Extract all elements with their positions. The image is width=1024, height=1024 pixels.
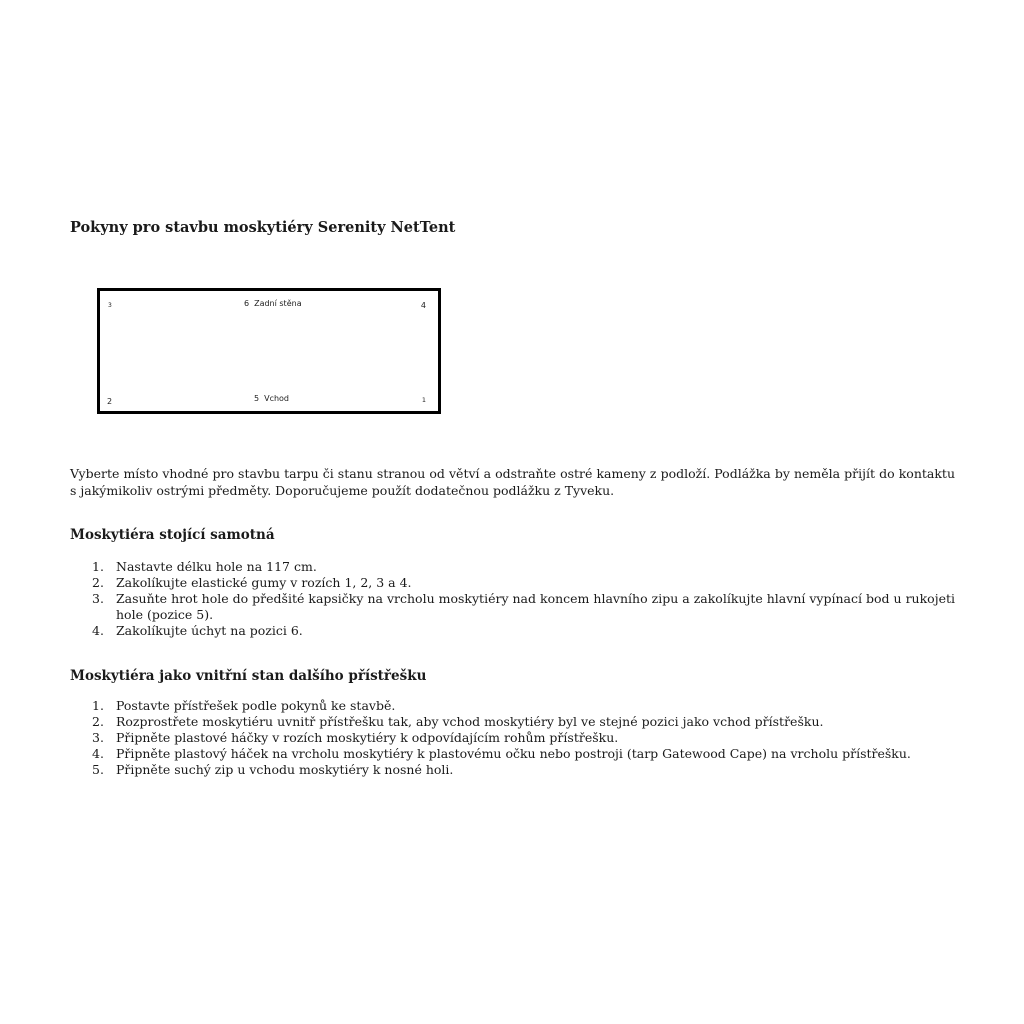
list-item-number: 2.: [92, 714, 104, 729]
inner-tent-steps-list: [70, 698, 955, 778]
standalone-steps-list: [70, 559, 955, 639]
list-item-number: 2.: [92, 575, 104, 590]
list-item-text: Připněte suchý zip u vchodu moskytiéry k nosné holi.: [116, 762, 454, 777]
list-item: [70, 746, 955, 762]
back-wall-text: Zadní stěna: [254, 299, 302, 308]
list-item-text: Zasuňte hrot hole do předšité kapsičky na vrcholu moskytiéry nad koncem hlavního zipu a zakolíkujte hlavní vypínací bod u rukojeti hole (pozice 5).: [116, 591, 955, 622]
corner-2-label: 2: [107, 397, 113, 406]
list-item: [70, 762, 955, 778]
section-heading-inner-tent: Moskytiéra jako vnitřní stan dalšího přístřešku: [70, 668, 427, 684]
entrance-label: [254, 394, 289, 403]
section-heading-standalone: Moskytiéra stojící samotná: [70, 527, 275, 543]
list-item-number: 1.: [92, 698, 104, 713]
list-item-number: 4.: [92, 623, 104, 638]
list-item-text: Rozprostřete moskytiéru uvnitř přístřešku tak, aby vchod moskytiéry byl ve stejné pozici jako vchod přístřešku.: [116, 714, 824, 729]
list-item-text: Připněte plastové háčky v rozích moskytiéry k odpovídajícím rohům přístřešku.: [116, 730, 619, 745]
corner-3-label: 3: [108, 302, 112, 309]
back-wall-label: [244, 299, 302, 308]
entrance-text: Vchod: [264, 394, 290, 403]
list-item: [70, 730, 955, 746]
back-wall-number: 6: [244, 299, 250, 308]
list-item-number: 4.: [92, 746, 104, 761]
list-item: [70, 559, 955, 575]
list-item-text: Zakolíkujte úchyt na pozici 6.: [116, 623, 303, 638]
list-item: [70, 575, 955, 591]
list-item-number: 5.: [92, 762, 104, 777]
list-item: [70, 591, 955, 623]
list-item-text: Připněte plastový háček na vrcholu moskytiéry k plastovému očku nebo postroji (tarp Gatewood Cape) na vrcholu přístřešku.: [116, 746, 911, 761]
list-item-text: Nastavte délku hole na 117 cm.: [116, 559, 317, 574]
list-item-number: 3.: [92, 591, 104, 606]
list-item-number: 3.: [92, 730, 104, 745]
corner-4-label: 4: [420, 301, 426, 310]
document-title: Pokyny pro stavbu moskytiéry Serenity NetTent: [70, 219, 456, 236]
list-item-number: 1.: [92, 559, 104, 574]
list-item-text: Postavte přístřešek podle pokynů ke stavbě.: [116, 698, 396, 713]
corner-1-label: 1: [421, 396, 426, 404]
list-item-text: Zakolíkujte elastické gumy v rozích 1, 2, 3 a 4.: [116, 575, 412, 590]
entrance-number: 5: [254, 394, 260, 403]
tent-layout-diagram: [97, 288, 441, 414]
list-item: [70, 698, 955, 714]
list-item: [70, 623, 955, 639]
list-item: [70, 714, 955, 730]
intro-paragraph: Vyberte místo vhodné pro stavbu tarpu či stanu stranou od větví a odstraňte ostré kameny z podloží. Podlážka by neměla přijít do kontaktu s jakýmikoliv ostrými předměty. Doporučujeme použít dodatečnou podlážku z Tyveku.: [70, 466, 955, 498]
